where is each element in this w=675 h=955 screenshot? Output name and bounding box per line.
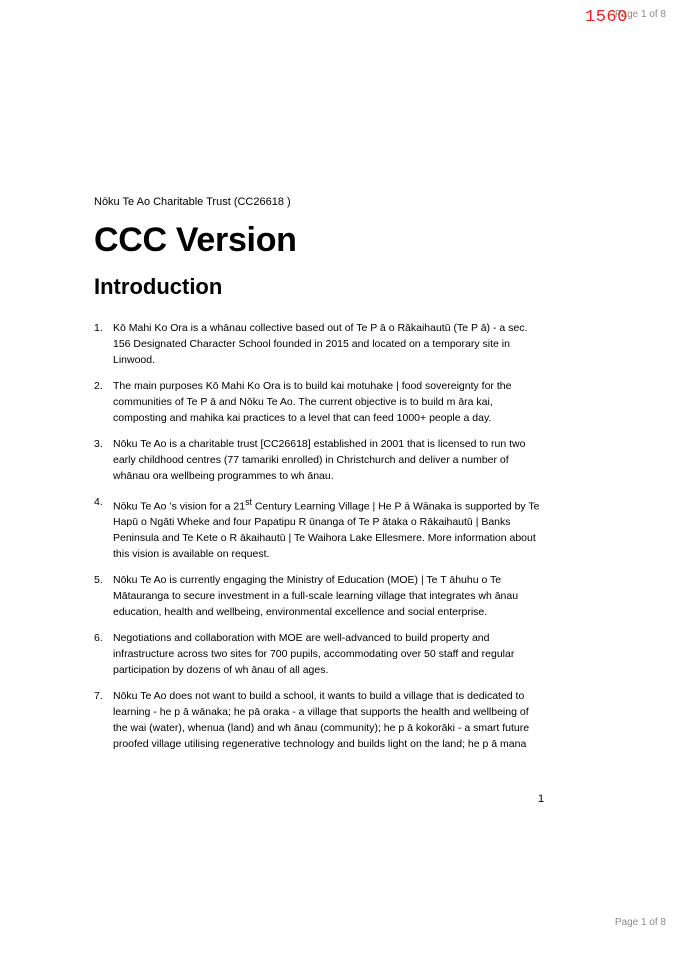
numbered-list [94,320,544,753]
item-text: The main purposes Kō Mahi Ko Ora is to build kai motuhake | food sovereignty for the communities of Te P ā and Nōku Te Ao. The current objective is to build m āra kai, composting and mahika kai practices to a level that can feed 1000+ people a day. [113,379,512,424]
item-text-part: Century Learning Village | He P ā Wānaka is supported by Te Hapū o Ngāti Wheke and four Papatipu R ūnanga of Te P ātaka o Rākaihautū | Banks Peninsula and Te Kete o R ākaihautū | Te Waihora Lake Ellesmere. More information about this vision is available on request. [113,500,540,561]
trust-line: Nōku Te Ao Charitable Trust (CC26618 ) [94,196,291,208]
item-text: Negotiations and collaboration with MOE are well-advanced to build property and infrastructure across two sites for 700 pupils, accommodating over 50 staff and regular participation by dozens of wh ānau of all ages. [113,632,515,677]
item-text-part: Nōku Te Ao ’s vision for a 21 [113,500,246,513]
document-body [94,196,544,762]
item-number: 5. [94,574,103,587]
item-number: 7. [94,690,103,703]
item-text: Nōku Te Ao does not want to build a school, it wants to build a village that is dedicated to learning - he p ā wānaka; he pā oraka - a village that supports the health and wellbeing of the wai (water), whenua (land) and wh ānau (community); he p ā kokorāki - a smart future proofed village utilising regenerative technology and builds light on the land; he p ā mana [113,690,530,751]
item-number: 1. [94,321,103,334]
item-number: 4. [94,495,103,508]
document-title: CCC Version [94,221,297,259]
item-number: 3. [94,437,103,450]
list-item [94,494,544,563]
item-text [113,494,544,563]
item-number: 2. [94,379,103,392]
document-id-stamp: 1560 [585,8,628,27]
page-counter-top: Page 1 of 8 [614,9,666,20]
page-number: 1 [538,793,545,805]
item-number: 6. [94,632,103,645]
item-text: Nōku Te Ao is a charitable trust [CC26618] established in 2001 that is licensed to run two early childhood centres (77 tamariki enrolled) in Christchurch and deliver a number of whānau ora wellbeing programmes to wh ānau. [113,437,526,482]
item-text: Nōku Te Ao is currently engaging the Ministry of Education (MOE) | Te T āhuhu o Te Mātauranga to secure investment in a full-scale learning village that integrates wh ānau education, health and wellbeing, environmental excellence and social enterprise. [113,574,519,619]
list-item [94,378,544,426]
list-item [94,572,544,620]
list-item [94,320,544,368]
list-item [94,688,544,752]
section-heading: Introduction [94,274,223,300]
page-counter-bottom: Page 1 of 8 [614,917,666,928]
item-text: Kō Mahi Ko Ora is a whānau collective based out of Te P ā o Rākaihautū (Te P ā) - a sec. 156 Designated Character School founded in 2015 and located on a temporary site in Linwood. [113,321,528,366]
list-item [94,436,544,484]
list-item [94,630,544,678]
ordinal-suffix: st [245,496,252,507]
